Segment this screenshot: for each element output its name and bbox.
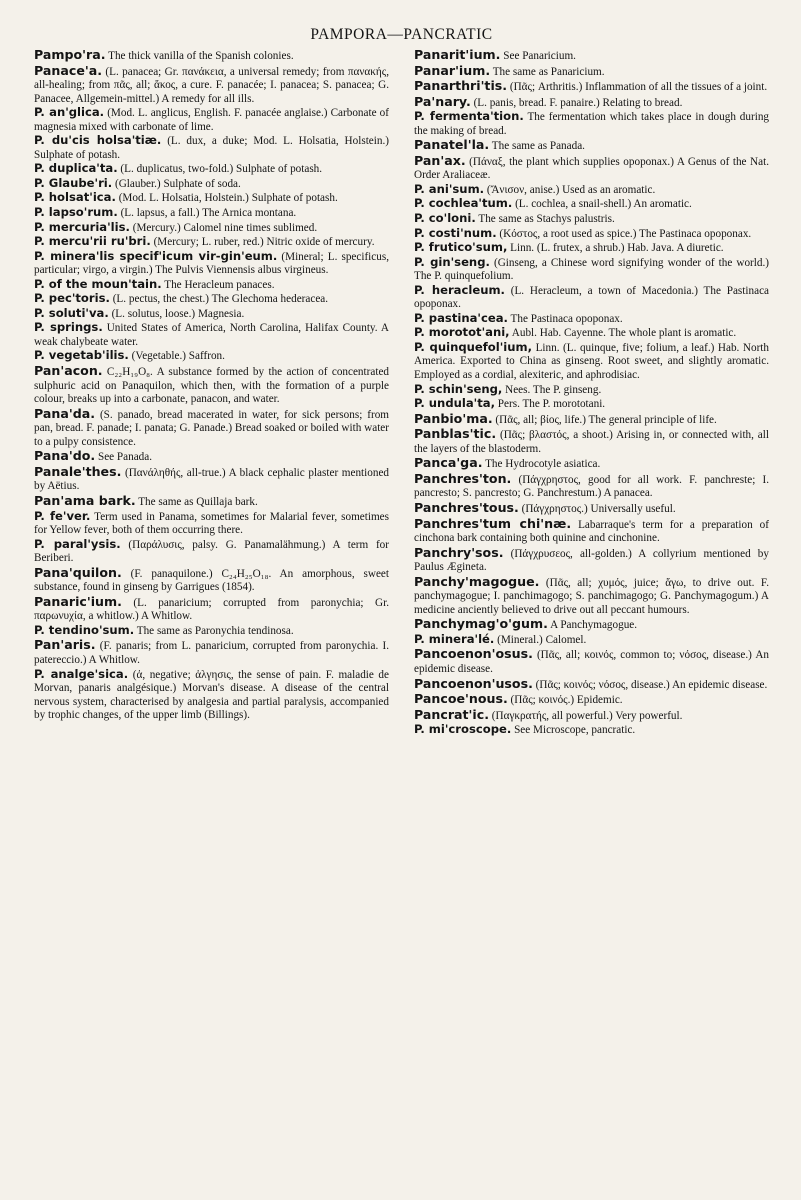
dictionary-entry [414, 212, 769, 227]
entry-headword: Panar'ium. [414, 62, 491, 78]
entry-headword: P. duplica'ta. [34, 161, 118, 176]
dictionary-entry [34, 221, 389, 236]
entry-definition: Aubl. Hab. Cayenne. The whole plant is aromatic. [509, 327, 737, 340]
dictionary-entry [34, 465, 389, 494]
running-head: PAMPORA—PANCRATIC [310, 26, 493, 43]
entry-headword: P. quinquefol'ium, [414, 339, 533, 354]
entry-headword: Pancoenon'osus. [414, 646, 533, 662]
entry-definition: (L. panaricium; corrupted from paronychia; Gr. παρωνυχία, a whitlow.) A Whitlow. [34, 596, 389, 623]
entry-definition: (S. panado, bread macerated in water, for sick persons; from pan, bread. F. panade; I. panata; G. Panade.) Bread soaked or boiled with water to a pulpy consistence. [34, 408, 389, 448]
entry-headword: Pancoenon'usos. [414, 675, 533, 691]
entry-headword: P. costi'num. [414, 225, 497, 240]
entry-definition: (L. Heracleum, a town of Macedonia.) The Pastinaca opoponax. [414, 284, 769, 311]
entry-headword: Pampo'ra. [34, 47, 106, 62]
entry-headword: P. an'glica. [34, 105, 105, 120]
dictionary-entry [34, 510, 389, 538]
dictionary-entry [34, 407, 389, 450]
dictionary-entry [34, 206, 389, 221]
entry-headword: P. Glaube'ri. [34, 175, 113, 190]
entry-headword: Panarthri'tis. [414, 78, 508, 94]
entry-headword: P. gin'seng. [414, 254, 490, 269]
dictionary-entry [414, 48, 769, 64]
entry-definition: Linn. (L. frutex, a shrub.) Hab. Java. A diuretic. [507, 242, 724, 255]
entry-headword: P. vegetab'ilis. [34, 348, 129, 363]
dictionary-entry [34, 307, 389, 322]
entry-definition: Labarraque's term for a preparation of cinchona bark containing both quinine and cinchonine. [414, 518, 769, 545]
entry-headword: Panchry'sos. [414, 544, 504, 560]
entry-headword: Pan'acon. [34, 363, 103, 379]
entry-definition: (Παράλυσις, palsy. G. Panamalähmung.) A term for Beriberi. [34, 538, 389, 565]
dictionary-entry [34, 177, 389, 192]
entry-headword: P. undula'ta, [414, 396, 495, 411]
entry-headword: P. of the moun'tain. [34, 276, 162, 291]
entry-definition: Pers. The P. morototani. [495, 398, 606, 411]
dictionary-entry [34, 638, 389, 667]
entry-definition: Term used in Panama, sometimes for Malarial fever, sometimes for Yellow fever, both of them occurring there. [34, 510, 389, 537]
entry-headword: P. mercuria'lis. [34, 219, 130, 234]
dictionary-entry [34, 235, 389, 250]
entry-definition: (Πάγχρηστος, good for all work. F. panchreste; I. pancresto; S. pancresto; G. Panchrestum.) A panacea. [414, 473, 769, 500]
entry-headword: P. mercu'rii ru'bri. [34, 234, 151, 249]
entry-headword: P. holsat'ica. [34, 190, 116, 205]
entry-headword: P. cochlea'tum. [414, 196, 513, 211]
dictionary-entry [414, 227, 769, 242]
entry-headword: Panarit'ium. [414, 47, 501, 62]
entry-definition: (Mineral.) Calomel. [494, 633, 587, 646]
dictionary-entry [34, 349, 389, 364]
left-column [34, 48, 389, 738]
entry-definition: Nees. The P. ginseng. [502, 383, 602, 396]
entry-headword: Panchy'magogue. [414, 573, 540, 589]
entry-headword: P. frutico'sum, [414, 240, 508, 255]
entry-definition: (Κόστος, a root used as spice.) The Pastinaca opoponax. [496, 227, 752, 240]
entry-headword: P. tendino'sum. [34, 622, 135, 637]
dictionary-entry [414, 383, 769, 398]
entry-headword: P. heracleum. [414, 282, 505, 297]
right-column [414, 48, 769, 738]
dictionary-entry [414, 617, 769, 633]
dictionary-entry [34, 595, 389, 624]
entry-headword: Pan'ax. [414, 152, 466, 168]
entry-headword: Panbio'ma. [414, 410, 493, 426]
entry-definition: (Πανάληθής, all-true.) A black cephalic plaster mentioned by Aëtius. [34, 466, 389, 493]
entry-headword: Pancoe'nous. [414, 691, 508, 707]
entry-headword: Panblas'tic. [414, 426, 497, 442]
dictionary-entry [414, 546, 769, 575]
dictionary-entry [414, 64, 769, 80]
entry-definition: (L. lapsus, a fall.) The Arnica montana. [117, 207, 297, 220]
dictionary-entry [34, 292, 389, 307]
dictionary-entry [34, 449, 389, 465]
dictionary-entry [34, 566, 389, 595]
entry-definition: (Mod. L. anglicus, English. F. panacée anglaise.) Carbonate of magnesia mixed with carbonate of lime. [34, 107, 389, 133]
entry-headword: P. pastina'cea. [414, 310, 508, 325]
entry-headword: P. paral'ysis. [34, 536, 121, 551]
dictionary-entry [34, 364, 389, 407]
entry-headword: P. ani'sum. [414, 181, 485, 196]
entry-headword: P. du'cis holsa'tiæ. [34, 133, 162, 148]
entry-headword: Pana'da. [34, 405, 96, 421]
dictionary-entry [34, 134, 389, 162]
dictionary-entry [414, 241, 769, 256]
dictionary-entry [414, 341, 769, 383]
entry-definition: (L. solutus, loose.) Magnesia. [108, 307, 245, 320]
entry-headword: P. analge'sica. [34, 666, 129, 681]
dictionary-entry [34, 106, 389, 134]
entry-definition: (F. panaris; from L. panaricium, corrupted from paronychia. I. patereccio.) A Whitlow. [34, 640, 389, 666]
entry-headword: Pana'quilon. [34, 564, 122, 580]
entry-definition: See Panada. [95, 451, 153, 464]
entry-headword: P. lapso'rum. [34, 205, 118, 220]
dictionary-entry [414, 708, 769, 724]
entry-headword: Pa'nary. [414, 93, 471, 109]
entry-definition: The Hydrocotyle asiatica. [482, 458, 601, 471]
entry-headword: Panchres'ton. [414, 470, 512, 486]
dictionary-entry [414, 183, 769, 198]
entry-headword: P. mi'croscope. [414, 722, 512, 737]
dictionary-entry [414, 79, 769, 95]
entry-definition: (Mineral; L. specificus, particular; virgo, a virgin.) The Pulvis Viennensis albus virgineus. [34, 250, 389, 277]
entry-definition: (L. pectus, the chest.) The Glechoma hederacea. [109, 293, 329, 306]
entry-definition: (Πάγχρυσεος, all-golden.) A collyrium mentioned by Paulus Ægineta. [414, 547, 769, 574]
entry-headword: Panaric'ium. [34, 593, 122, 609]
dictionary-entry [414, 256, 769, 284]
entry-headword: Panchres'tum chi'næ. [414, 515, 572, 531]
entry-definition: (F. panaquilone.) C₂₄H₂₅O₁₈. An amorphous, sweet substance, found in ginseng by Garrigues (1854). [34, 567, 389, 594]
entry-definition: (Glauber.) Sulphate of soda. [112, 177, 241, 190]
dictionary-entry [414, 456, 769, 472]
dictionary-entry [414, 197, 769, 212]
entry-definition: (Πᾶς, all; χυμός, juice; ἄγω, to drive out. F. panchymagogue; I. panchimagogo; S. panchimagogo; G. Panchymagogum.) A medicine anciently believed to drive out all peccant humours. [414, 576, 769, 616]
entry-headword: Panatel'la. [414, 137, 490, 153]
dictionary-entry [414, 517, 769, 546]
entry-definition: (Πᾶς, all; κοινός, common to; νόσος, disease.) An epidemic disease. [414, 649, 769, 675]
dictionary-entry [34, 250, 389, 278]
dictionary-entry [414, 95, 769, 111]
entry-headword: Pancrat'ic. [414, 706, 489, 722]
entry-headword: P. morotot'ani, [414, 325, 510, 340]
entry-definition: United States of America, North Carolina, Halifax County. A weak chalybeate water. [34, 322, 390, 348]
dictionary-entry [414, 633, 769, 648]
columns [34, 48, 769, 738]
entry-definition: Linn. (L. quinque, five; folium, a leaf.) Hab. North America. Exported to China as ginseng. Root sweet, and slightly aromatic. Employed as a cordial, alexiteric, and aphrodisiac. [414, 341, 770, 382]
entry-definition: (Ἄνισον, anise.) Used as an aromatic. [484, 183, 656, 196]
dictionary-entry [414, 677, 769, 693]
dictionary-entry [414, 501, 769, 517]
entry-definition: (Πᾶς; κοινός.) Epidemic. [507, 694, 623, 707]
entry-definition: The fermentation which takes place in dough during the making of bread. [414, 111, 770, 137]
entry-definition: The Heracleum panaces. [161, 278, 275, 291]
entry-definition: See Panaricium. [500, 50, 576, 62]
dictionary-entry [414, 412, 769, 428]
entry-headword: Pan'ama bark. [34, 492, 136, 508]
dictionary-entry [414, 472, 769, 501]
entry-definition: (Πᾶς; κοινός; νόσος, disease.) An epidemic disease. [532, 678, 768, 691]
entry-definition: A Panchymagogue. [547, 619, 638, 632]
entry-headword: P. pec'toris. [34, 291, 110, 306]
dictionary-entry [34, 278, 389, 293]
entry-headword: Pan'aris. [34, 637, 96, 653]
entry-definition: (L. duplicatus, two-fold.) Sulphate of potash. [117, 163, 323, 176]
entry-headword: P. fe'ver. [34, 508, 91, 523]
dictionary-entry [34, 538, 389, 566]
entry-definition: (Πᾶς; βλαστός, a shoot.) Arising in, or connected with, all the layers of the blastoderm. [414, 429, 769, 455]
dictionary-entry [414, 692, 769, 708]
entry-definition: See Microscope, pancratic. [511, 724, 636, 737]
entry-headword: Panale'thes. [34, 463, 122, 479]
entry-definition: The Pastinaca opoponax. [507, 312, 623, 325]
entry-definition: (L. dux, a duke; Mod. L. Holsatia, Holstein.) Sulphate of potash. [34, 135, 389, 161]
entry-definition: (Πᾶς, all; βίος, life.) The general principle of life. [492, 413, 717, 426]
dictionary-entry [34, 321, 389, 349]
dictionary-entry [414, 427, 769, 456]
entry-definition: The same as Quillaja bark. [135, 495, 258, 508]
dictionary-entry [414, 723, 769, 738]
entry-headword: Panace'a. [34, 62, 102, 78]
entry-headword: P. co'loni. [414, 211, 476, 226]
dictionary-entry [414, 110, 769, 138]
entry-headword: Panca'ga. [414, 455, 483, 471]
entry-definition: The same as Panada. [489, 140, 585, 153]
entry-definition: (L. cochlea, a snail-shell.) An aromatic. [512, 198, 692, 211]
entry-headword: P. minera'lé. [414, 631, 495, 646]
entry-headword: P. soluti'va. [34, 305, 109, 320]
dictionary-entry [414, 312, 769, 327]
dictionary-entry [414, 575, 769, 618]
dictionary-entry [34, 48, 389, 64]
dictionary-entry [34, 668, 389, 723]
entry-definition: (Vegetable.) Saffron. [128, 350, 225, 363]
dictionary-entry [414, 647, 769, 676]
entry-definition: The same as Panaricium. [490, 65, 605, 78]
dictionary-entry [34, 191, 389, 206]
entry-headword: P. fermenta'tion. [414, 109, 524, 124]
entry-headword: P. schin'seng, [414, 381, 503, 396]
dictionary-entry [414, 326, 769, 341]
dictionary-entry [34, 64, 389, 107]
dictionary-entry [34, 494, 389, 510]
entry-definition: The same as Paronychia tendinosa. [134, 624, 294, 637]
entry-definition: (Mercury.) Calomel nine times sublimed. [129, 221, 318, 234]
entry-definition: (Πάναξ, the plant which supplies opoponax.) A Genus of the Nat. Order Araliaceæ. [414, 155, 769, 182]
entry-definition: (Mod. L. Holsatia, Holstein.) Sulphate of potash. [115, 192, 338, 205]
entry-headword: P. springs. [34, 320, 103, 335]
dictionary-entry [34, 624, 389, 639]
entry-headword: Panchres'tous. [414, 499, 519, 515]
entry-definition: (L. panacea; Gr. πανάκεια, a universal remedy; from πανακής, all-healing; from πᾶς, all; ἄκος, a cure. F. panacée; I. panacea; S. panacea; G. Panacee, Allgemein-mittel.) A remedy for all ills. [34, 65, 389, 105]
entry-headword: P. minera'lis specif'icum vir-gin'eum. [34, 248, 278, 263]
dictionary-entry [414, 397, 769, 412]
dictionary-entry [34, 162, 389, 177]
entry-definition: (ἀ, negative; ἀλγησις, the sense of pain. F. maladie de Morvan, panaris analgésique.) Morvan's disease. A disease of the central nervous system, characterised by analgesia and partial paralysis, accompanied by trophic changes, of the upper limb (Billings). [34, 668, 389, 722]
entry-definition: (Mercury; L. ruber, red.) Nitric oxide of mercury. [150, 236, 375, 249]
dictionary-entry [414, 284, 769, 312]
entry-definition: The thick vanilla of the Spanish colonies. [105, 50, 294, 62]
entry-headword: Pana'do. [34, 448, 96, 464]
entry-definition: The same as Stachys palustris. [475, 213, 615, 226]
entry-definition: (Ginseng, a Chinese word signifying wonder of the world.) The P. quinquefolium. [414, 256, 769, 283]
entry-definition: C₂₂H₁₉O₈. A substance formed by the action of concentrated sulphuric acid on Panaquilon, which then, with the formation of a purple colour, breaks up into a carbonate, panacon, and water. [34, 366, 389, 406]
dictionary-entry [414, 138, 769, 154]
entry-headword: Panchymag'o'gum. [414, 616, 548, 632]
entry-definition: (Παγκρατής, all powerful.) Very powerful. [488, 709, 683, 722]
entry-definition: (Πᾶς; Arthritis.) Inflammation of all the tissues of a joint. [507, 81, 768, 94]
entry-definition: (Πάγχρηστος.) Universally useful. [518, 502, 676, 515]
entry-definition: (L. panis, bread. F. panaire.) Relating to bread. [470, 96, 683, 109]
dictionary-entry [414, 154, 769, 183]
